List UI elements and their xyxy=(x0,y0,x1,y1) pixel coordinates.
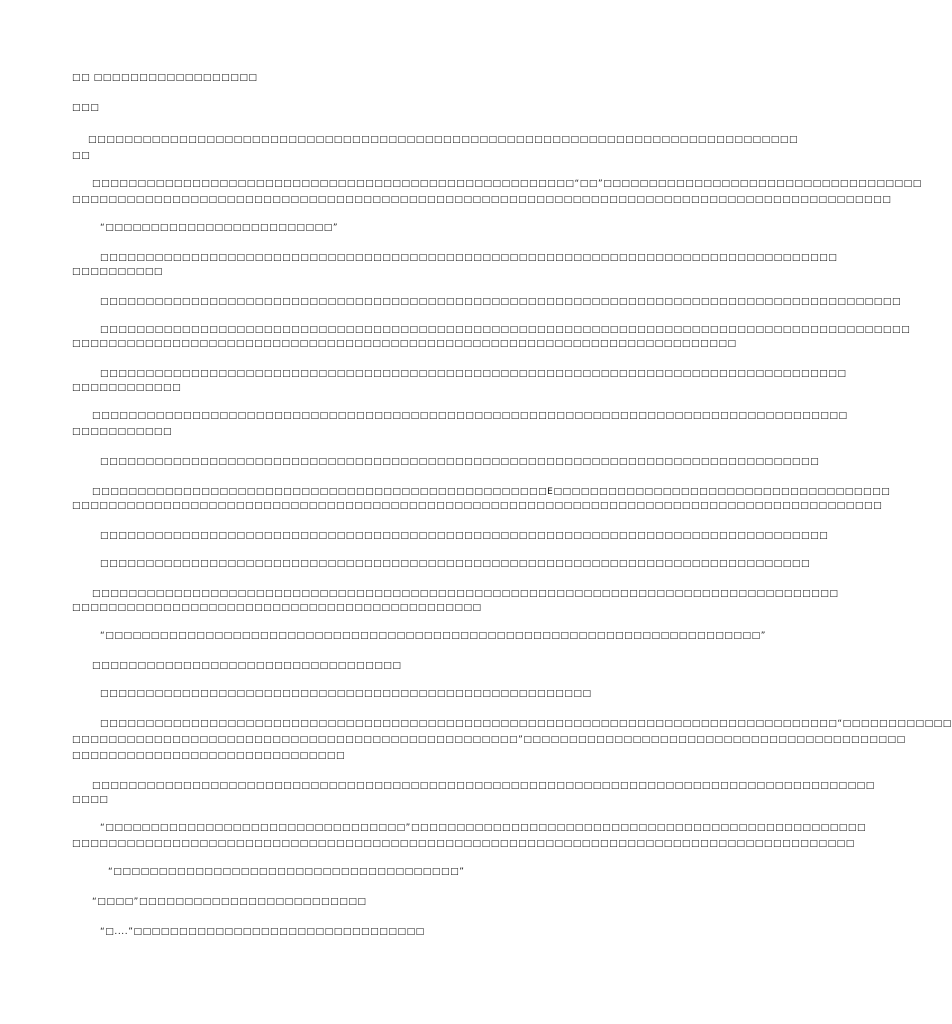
text-line: □□□□□□□□□□□□□□□□□□□□□□□□□□□□□□□□□□□□□□□□□□□□□□□□□□□□□□□□□□□□□□□□□□□□□□□□□□□□□□□□□□□□□□ xyxy=(92,781,875,791)
quote-line: “□....”□□□□□□□□□□□□□□□□□□□□□□□□□□□□□□□□ xyxy=(100,927,425,937)
text-line: □□□□□□□□□□□□□□□□□□□□□□□□□□□□□□□□□□□□□□□□□□□□□□□□□□□□□□□□□□□□□□□□□□□□□□□□□□□□□□□□□□□□□□□□□ xyxy=(72,501,883,511)
text-line: □□□□□□□□□□□□□□□□□□□□□□□□□□□□□□□□□□□□□□□□□□□□□□□□□□□□□□□□□□□□□□□□□□□□□□□□□□□□□□□□□□□□□□□□ xyxy=(100,297,902,307)
text-line: □□□□□□□□□□□□□□□□□□□□□□□□□□□□□□□□□□□□□□□□□□□□□□□□□”□□□□□□□□□□□□□□□□□□□□□□□□□□□□□□□□□□□□□□□□□□ xyxy=(72,735,906,745)
quote-line: “□□□□□□□□□□□□□□□□□□□□□□□□□□□□□□□□□□□□□□□□□□□□□□□□□□□□□□□□□□□□□□□□□□□□□□□□” xyxy=(100,631,766,641)
text-line: □□□□□□□□□□□□ xyxy=(72,383,182,393)
text-line: □□□□□□□□□□□□□□□□□□□□□□□□□□□□□□□□□□□□□□□□□□□□□□□□□□□□□□□□□□□□□□□□□□□□□□□□□□□□□□□□ xyxy=(100,531,829,541)
document-heading: □□ □□□□□□□□□□□□□□□□□□ xyxy=(72,73,258,83)
text-line: □□□□□□□□□□□□□□□□□□□□□□□□□□□□□□□□□□□□□□□□□□□□□□□□□□□□□□□□□□□□□□□□□□□□□□□□□□□□□□□□□ xyxy=(100,253,838,263)
text-line: □□□□□□□□□□□□□□□□□□□□□□□□□□□□□□□□□□□□□□□□□□□□□□□□□□□□□□□□□□□□□□□□□□□□□□□□□□□□□□□□□□ xyxy=(100,369,847,379)
text-line: □□ xyxy=(72,151,91,161)
text-line: □□□□□□□□□□□□□□□□□□□□□□□□□□□□□□□□□□□□□□□□□□□□□□□□□□□□□□□□□□□□□□□□□□□□□□□□□□□□□□□□□“□□□□□□□□□□□□ xyxy=(100,719,952,729)
text-line: □□□□□□□□□□□□□□□□□□□□□□□□□□□□□□□□□□ xyxy=(92,661,402,671)
text-line: □□□□□□□□□□□□□□□□□□□□□□□□□□□□□□□□□□□□□□□□□□□□□□□□□□□□□□□□□□□□□□□□□□□□□□□□□□□□□□□□□□□□□□ xyxy=(72,839,855,849)
text-line: □□□□□□□□□□□□□□□□□□□□□□□□□□□□□□□□□□□□□□□□□□□□□□□□□□□□□□ xyxy=(100,689,592,699)
text-line: □□□□□□□□□□□□□□□□□□□□□□□□□□□□□□□□□□□□□□□□□□□□□□□□□□□□□□□□□□□□□□□□□□□□□□□□□□□□□□□□□□□ xyxy=(92,411,848,421)
text-line: □□□□□□□□□□□□□□□□□□□□□□□□□□□□□□□□□□□□□□□□□□□□□□□□□□□□□□□□□□□□□□□□□□□□□□□□□□□□□□ xyxy=(100,559,811,569)
text-line: □□□□□□□□□□□□□□□□□□□□□□□□□□□□□□□□□□□□□□□□□□□□□□□□□□□□□□□□□□□□□□□□□□□□□□□□□□□□□□□□□□□□□□□□□ xyxy=(100,325,911,335)
quote-line: “□□□□□□□□□□□□□□□□□□□□□□□□□□□□□□□□□”□□□□□□□□□□□□□□□□□□□□□□□□□□□□□□□□□□□□□□□□□□□□□□□□□□ xyxy=(100,823,867,833)
text-line: □□□□ xyxy=(72,795,109,805)
text-line: □□□□□□□□□□□□□□□□□□□□□□□□□□□□□□□□□□□□□□□□□□□□□□□□□□□□□□□□□□□□□□□□□□□□□□□□□□□□□□□□□□ xyxy=(92,589,839,599)
quote-line: “□□□□”□□□□□□□□□□□□□□□□□□□□□□□□□ xyxy=(92,897,367,907)
text-line: □□□□□□□□□□□□□□□□□□□□□□□□□□□□□□□□□□□□□□□□□□□□□□□□□□E□□□□□□□□□□□□□□□□□□□□□□□□□□□□□□□□□□□□□ xyxy=(92,487,891,497)
text-line: □□□□□□□□□□□□□□□□□□□□□□□□□□□□□□ xyxy=(72,751,346,761)
text-line: □□□□□□□□□□□□□□□□□□□□□□□□□□□□□□□□□□□□□□□□□□□□□□□□□□□□□□□□□□□□□□□□□□□□□□□□□□□□□□□□□□□□□□□□□□ xyxy=(72,195,892,205)
text-line: □□□□□□□□□□□ xyxy=(72,427,173,437)
text-line: □□□□□□□□□□□□□□□□□□□□□□□□□□□□□□□□□□□□□□□□□□□□□□□□□□□□□□□□□□□□□□□□□□□□□□□□□□□□□□ xyxy=(88,135,799,145)
quote-line: “□□□□□□□□□□□□□□□□□□□□□□□□□” xyxy=(100,223,339,233)
text-line: □□□□□□□□□□□□□□□□□□□□□□□□□□□□□□□□□□□□□□□□□□□□□□□□□□□□□□□□□□□□□□□□□□□□□□□□□□□□□□□ xyxy=(100,457,820,467)
text-line: □□□□□□□□□□□□□□□□□□□□□□□□□□□□□□□□□□□□□□□□□□□□□□□□□□□□□“□□”□□□□□□□□□□□□□□□□□□□□□□□□□□□□□□□□□□□ xyxy=(92,179,922,189)
quote-line: “□□□□□□□□□□□□□□□□□□□□□□□□□□□□□□□□□□□□□□” xyxy=(108,867,465,877)
document-subheading: □□□ xyxy=(72,103,100,113)
text-line: □□□□□□□□□□□□□□□□□□□□□□□□□□□□□□□□□□□□□□□□□□□□□□□□□□□□□□□□□□□□□□□□□□□□□□□□□ xyxy=(72,339,737,349)
text-line: □□□□□□□□□□□□□□□□□□□□□□□□□□□□□□□□□□□□□□□□□□□□□ xyxy=(72,603,482,613)
text-line: □□□□□□□□□□ xyxy=(72,267,164,277)
